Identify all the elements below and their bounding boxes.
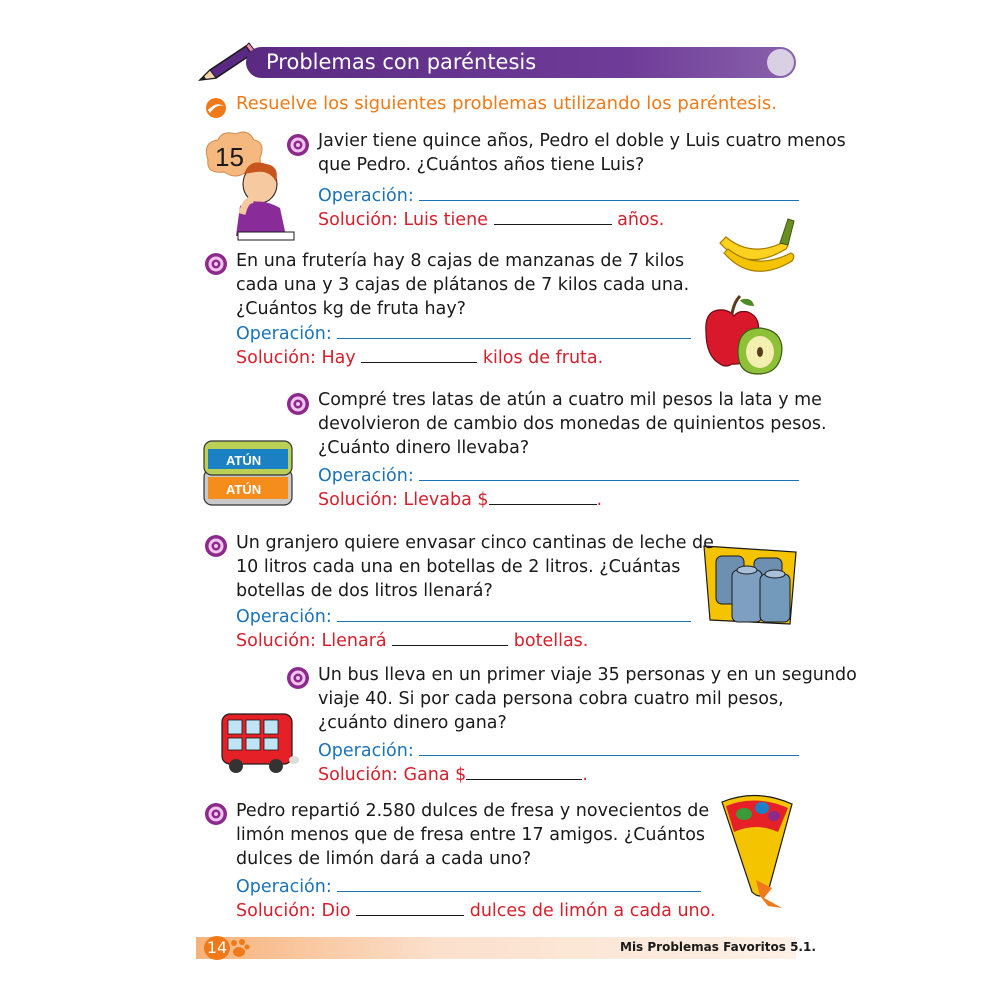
- problem-2-solution: Solución: Hay kilos de fruta.: [236, 348, 604, 368]
- problem-5-operation: Operación:: [318, 739, 799, 763]
- problem-4-solution: Solución: Llenará botellas.: [236, 631, 589, 651]
- problem-1-operation: Operación:: [318, 184, 799, 208]
- problem-6-operation: Operación:: [236, 875, 701, 899]
- can-label: ATÚN: [226, 453, 262, 468]
- operation-blank[interactable]: [419, 184, 799, 201]
- problem-3-operation: Operación:: [318, 464, 799, 488]
- instruction-text: Resuelve los siguientes problemas utilizando los paréntesis.: [236, 93, 777, 114]
- page-title: Problemas con paréntesis: [266, 50, 537, 74]
- problem-4-operation: Operación:: [236, 605, 691, 629]
- operation-blank[interactable]: [419, 464, 799, 481]
- thinking-boy-illustration: [200, 128, 300, 246]
- operation-blank[interactable]: [337, 605, 691, 622]
- paw-icon: [228, 938, 250, 958]
- spiral-bullet-icon: [204, 252, 228, 276]
- problem-6-text: Pedro repartió 2.580 dulces de fresa y novecientos de limón menos que de fresa entre 17 amigos. ¿Cuántos dulces de limón dará a cada uno?: [236, 801, 710, 869]
- apples-illustration: [698, 294, 788, 376]
- can-label: ATÚN: [226, 482, 262, 497]
- bananas-illustration: [716, 213, 796, 281]
- problem-3-solution: Solución: Llevaba $ .: [318, 490, 603, 510]
- spiral-bullet-icon: [286, 392, 310, 416]
- problem-5-solution: Solución: Gana $ .: [318, 765, 588, 785]
- thought-number: 15: [215, 142, 244, 172]
- book-title: Mis Problemas Favoritos 5.1.: [620, 940, 816, 954]
- page-number: 14: [204, 936, 230, 960]
- milk-cans-illustration: [700, 540, 800, 630]
- operation-blank[interactable]: [337, 875, 701, 892]
- answer-blank[interactable]: [494, 208, 612, 225]
- operation-blank[interactable]: [419, 739, 799, 756]
- spiral-bullet-icon: [204, 534, 228, 558]
- answer-blank[interactable]: [361, 346, 477, 363]
- candy-cone-illustration: [716, 792, 800, 914]
- answer-blank[interactable]: [489, 488, 597, 505]
- spiral-bullet-icon: [204, 802, 228, 826]
- operation-blank[interactable]: [337, 322, 691, 339]
- spiral-bullet-icon: [286, 133, 310, 157]
- tuna-cans-illustration: [200, 433, 300, 513]
- orange-bullet-icon: [205, 97, 227, 119]
- problem-2-text: En una frutería hay 8 cajas de manzanas de 7 kilos cada una y 3 cajas de plátanos de 7 kilos cada una. ¿Cuántos kg de fruta hay?: [236, 251, 690, 319]
- problem-4-text: Un granjero quiere envasar cinco cantinas de leche de 10 litros cada una en botellas de 2 litros. ¿Cuántas botellas de dos litros llenará?: [236, 533, 714, 601]
- problem-1-text: Javier tiene quince años, Pedro el doble y Luis cuatro menos que Pedro. ¿Cuántos años tiene Luis?: [318, 131, 846, 175]
- problem-6-solution: Solución: Dio dulces de limón a cada uno.: [236, 901, 716, 921]
- problem-2-operation: Operación:: [236, 322, 691, 346]
- problem-5-text: Un bus lleva en un primer viaje 35 personas y en un segundo viaje 40. Si por cada persona cobra cuatro mil pesos, ¿cuánto dinero gana?: [318, 665, 857, 733]
- problem-3-text: Compré tres latas de atún a cuatro mil pesos la lata y me devolvieron de cambio dos monedas de quinientos pesos. ¿Cuánto dinero llevaba?: [318, 390, 827, 458]
- answer-blank[interactable]: [392, 629, 508, 646]
- answer-blank[interactable]: [466, 763, 582, 780]
- answer-blank[interactable]: [356, 899, 464, 916]
- problem-1-solution: Solución: Luis tiene años.: [318, 210, 665, 230]
- spiral-bullet-icon: [286, 666, 310, 690]
- bus-illustration: [218, 710, 300, 776]
